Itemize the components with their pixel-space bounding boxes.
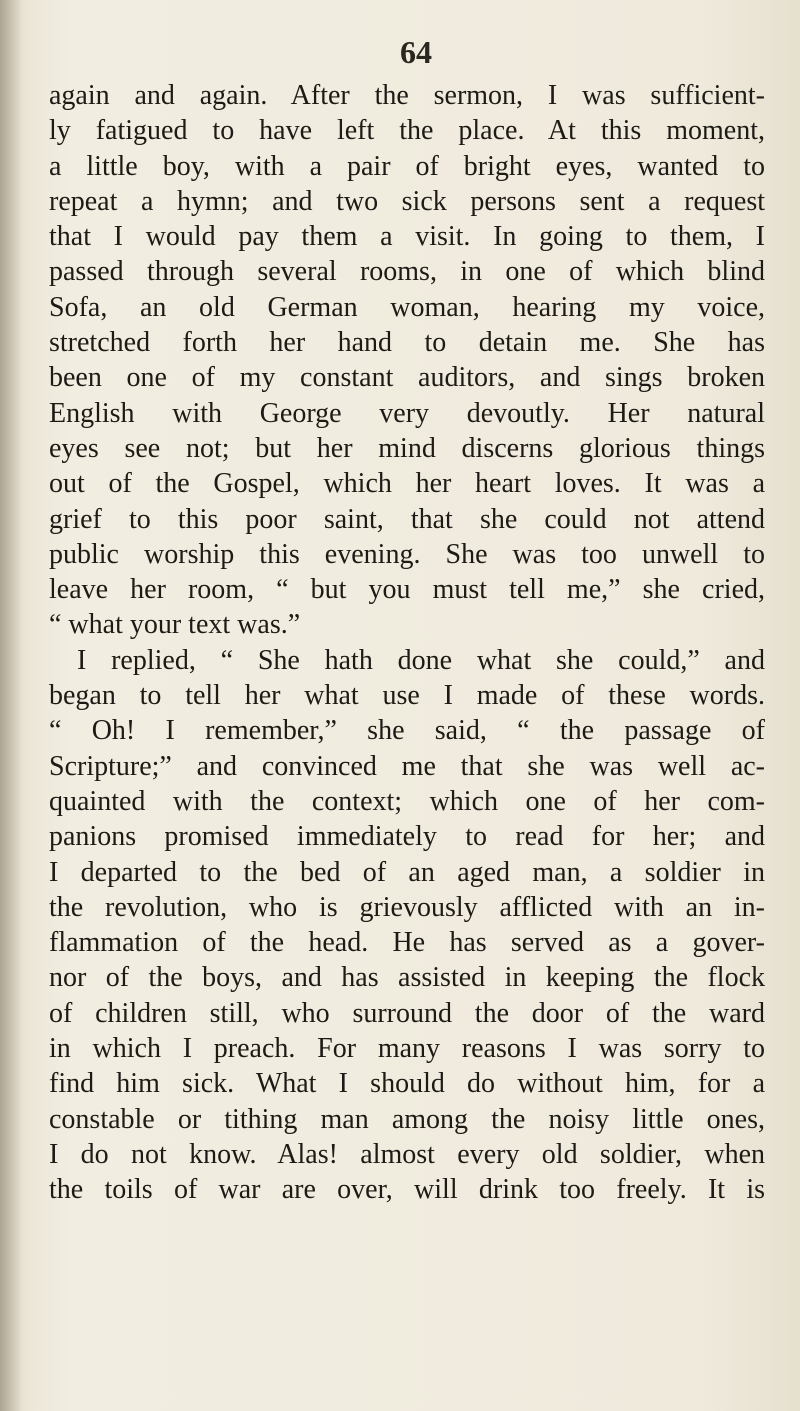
text-line: “ what your text was.” — [49, 609, 301, 641]
text-line: stretched forth her hand to detain me. She has — [49, 327, 765, 359]
text-line: the toils of war are over, will drink too freely. It is — [49, 1174, 765, 1206]
text-line: leave her room, “ but you must tell me,” she cried, — [49, 574, 765, 606]
text-line: out of the Gospel, which her heart loves. It was a — [49, 468, 765, 500]
text-line: of children still, who surround the door of the ward — [49, 997, 765, 1029]
text-line: find him sick. What I should do without him, for a — [49, 1068, 765, 1100]
text-line: I replied, “ She hath done what she could,” and — [77, 644, 765, 676]
text-line: grief to this poor saint, that she could not attend — [49, 503, 765, 535]
text-line: began to tell her what use I made of these words. — [49, 680, 765, 712]
text-line: “ Oh! I remember,” she said, “ the passage of — [49, 715, 765, 747]
text-line: constable or tithing man among the noisy little ones, — [49, 1103, 765, 1135]
text-line: repeat a hymn; and two sick persons sent a request — [49, 185, 765, 217]
text-line: English with George very devoutly. Her natural — [49, 397, 765, 429]
gutter-shadow — [0, 0, 22, 1411]
text-line: flammation of the head. He has served as a gover- — [49, 927, 765, 959]
text-line: again and again. After the sermon, I was sufficient- — [49, 80, 765, 111]
text-line: a little boy, with a pair of bright eyes, wanted to — [49, 150, 765, 182]
text-line: panions promised immediately to read for her; and — [49, 821, 765, 853]
text-line: Sofa, an old German woman, hearing my voice, — [49, 291, 765, 323]
text-line: eyes see not; but her mind discerns glorious things — [49, 432, 765, 464]
body-text — [49, 78, 765, 1208]
text-line: in which I preach. For many reasons I was sorry to — [49, 1033, 765, 1065]
page-number: 64 — [400, 34, 432, 70]
text-line: nor of the boys, and has assisted in keeping the flock — [49, 962, 765, 994]
text-line: ly fatigued to have left the place. At this moment, — [49, 115, 765, 147]
text-line: Scripture;” and convinced me that she was well ac- — [49, 750, 765, 782]
text-line: I do not know. Alas! almost every old soldier, when — [49, 1138, 765, 1170]
text-line: public worship this evening. She was too unwell to — [49, 538, 765, 570]
text-line: passed through several rooms, in one of which blind — [49, 256, 765, 288]
text-line: I departed to the bed of an aged man, a soldier in — [49, 856, 765, 888]
text-line: quainted with the context; which one of her com- — [49, 785, 765, 817]
text-line: that I would pay them a visit. In going to them, I — [49, 221, 765, 253]
text-line: the revolution, who is grievously afflicted with an in- — [49, 891, 765, 923]
text-line: been one of my constant auditors, and sings broken — [49, 362, 765, 394]
